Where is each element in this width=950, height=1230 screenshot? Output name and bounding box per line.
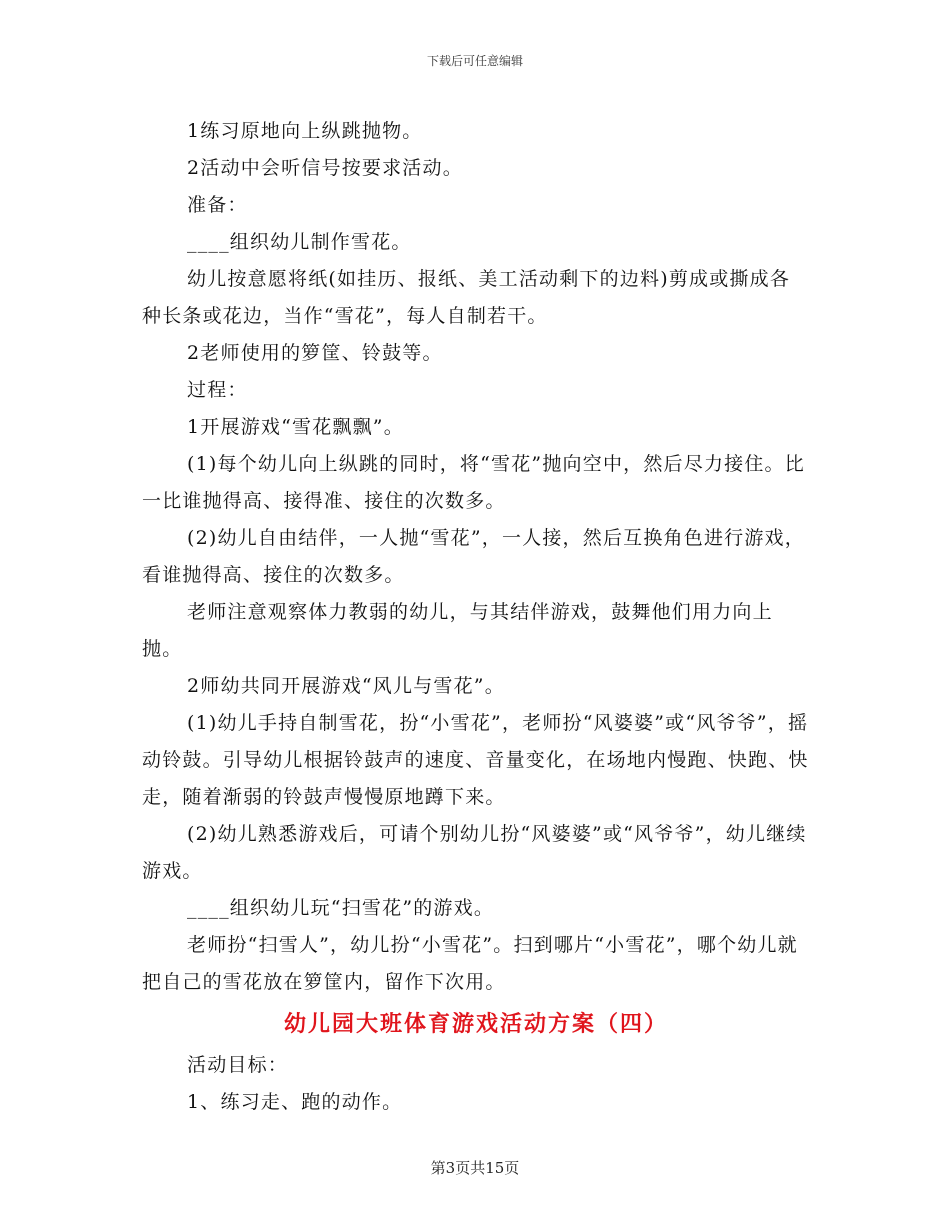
objective-1: 1练习原地向上纵跳抛物。 xyxy=(187,120,423,142)
process-note: 老师注意观察体力教弱的幼儿，与其结伴游戏，鼓舞他们用力向上抛。 xyxy=(142,601,773,660)
page-footer-number: 第3页共15页 xyxy=(430,1159,520,1177)
process-heading: 过程： xyxy=(187,379,248,401)
process-step-1-b: (2)幼儿自由结伴，一人抛“雪花”，一人接，然后互换角色进行游戏，看谁抛得高、接住的次数多。 xyxy=(142,527,805,586)
objective-2: 2活动中会听信号按要求活动。 xyxy=(187,157,463,179)
process-step-2-a: (1)幼儿手持自制雪花，扮“小雪花”，老师扮“风婆婆”或“风爷爷”，摇动铃鼓。引导幼儿根据铃鼓声的速度、音量变化，在场地内慢跑、快跑、快走，随着渐弱的铃鼓声慢慢原地蹲下来。 xyxy=(142,712,809,808)
section-title: 幼儿园大班体育游戏活动方案（四） xyxy=(283,1011,668,1037)
preparation-detail: 幼儿按意愿将纸(如挂历、报纸、美工活动剩下的边料)剪成或撕成各种长条或花边，当作“雪花”，每人自制若干。 xyxy=(142,268,791,327)
activity-goal-heading: 活动目标： xyxy=(187,1054,289,1076)
process-step-3-detail: 老师扮“扫雪人”，幼儿扮“小雪花”。扫到哪片“小雪花”，哪个幼儿就把自己的雪花放在箩筐内，留作下次用。 xyxy=(142,934,798,993)
preparation-step-2: 2老师使用的箩筐、铃鼓等。 xyxy=(187,342,443,364)
process-step-2-b: (2)幼儿熟悉游戏后，可请个别幼儿扮“风婆婆”或“风爷爷”，幼儿继续游戏。 xyxy=(142,823,807,882)
preparation-heading: 准备： xyxy=(187,194,248,216)
activity-goal-1: 1、练习走、跑的动作。 xyxy=(187,1091,403,1113)
process-step-3: ____组织幼儿玩“扫雪花”的游戏。 xyxy=(187,897,495,919)
process-step-1-a: (1)每个幼儿向上纵跳的同时，将“雪花”抛向空中，然后尽力接住。比一比谁抛得高、接得准、接住的次数多。 xyxy=(142,453,805,512)
document-body xyxy=(142,113,810,1121)
preparation-step-1: ____组织幼儿制作雪花。 xyxy=(187,231,412,253)
page-header-note: 下载后可任意编辑 xyxy=(426,54,523,68)
process-step-2: 2师幼共同开展游戏“风儿与雪花”。 xyxy=(187,675,505,697)
process-step-1: 1开展游戏“雪花飘飘”。 xyxy=(187,416,404,438)
